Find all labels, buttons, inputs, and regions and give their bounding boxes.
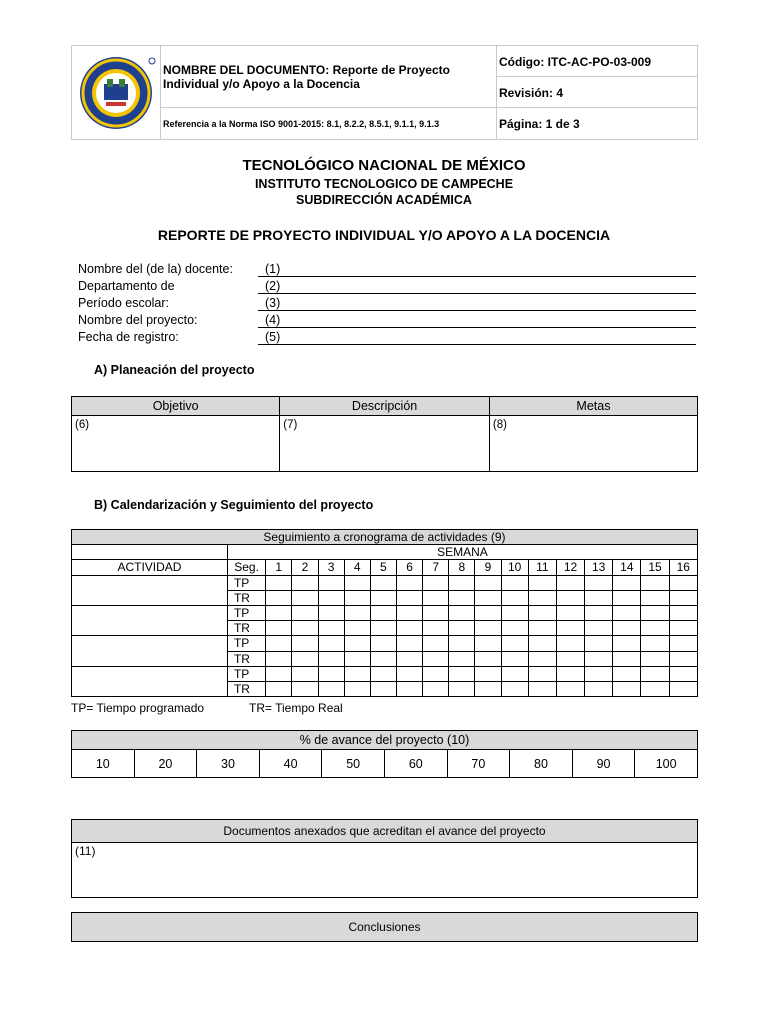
objective-cell[interactable]: (6) — [72, 416, 280, 472]
schedule-cell[interactable] — [528, 575, 556, 590]
schedule-cell[interactable] — [669, 621, 697, 636]
progress-option-80[interactable]: 80 — [510, 750, 573, 778]
field-label: Departamento de — [78, 279, 175, 293]
time-type-label: TR — [227, 651, 265, 666]
schedule-cell[interactable] — [449, 621, 475, 636]
schedule-cell[interactable] — [423, 666, 449, 681]
goals-header: Metas — [489, 397, 697, 416]
legend-tr: TR= Tiempo Real — [249, 701, 343, 715]
schedule-cell[interactable] — [669, 666, 697, 681]
schedule-cell[interactable] — [556, 621, 584, 636]
schedule-cell[interactable] — [292, 621, 318, 636]
legend-tp: TP= Tiempo programado — [71, 701, 205, 715]
week-number-15: 15 — [641, 560, 669, 575]
schedule-cell[interactable] — [344, 575, 370, 590]
schedule-cell[interactable] — [613, 605, 641, 620]
week-label: SEMANA — [227, 545, 697, 560]
schedule-cell[interactable] — [528, 651, 556, 666]
schedule-cell[interactable] — [292, 590, 318, 605]
schedule-cell[interactable] — [396, 651, 422, 666]
schedule-cell[interactable] — [501, 590, 528, 605]
schedule-cell[interactable] — [344, 605, 370, 620]
schedule-cell[interactable] — [613, 575, 641, 590]
schedule-cell[interactable] — [556, 605, 584, 620]
week-number-5: 5 — [370, 560, 396, 575]
week-number-4: 4 — [344, 560, 370, 575]
schedule-cell[interactable] — [501, 666, 528, 681]
schedule-cell[interactable] — [370, 636, 396, 651]
progress-option-100[interactable]: 100 — [635, 750, 698, 778]
schedule-cell[interactable] — [266, 651, 292, 666]
field-label: Nombre del proyecto: — [78, 313, 198, 327]
schedule-cell[interactable] — [449, 605, 475, 620]
schedule-cell[interactable] — [423, 651, 449, 666]
schedule-cell[interactable] — [585, 575, 613, 590]
activity-cell[interactable] — [72, 605, 228, 635]
field-underline — [258, 293, 696, 294]
planning-table — [71, 396, 698, 472]
document-code: Código: ITC-AC-PO-03-009 — [497, 46, 697, 77]
field-underline — [258, 276, 696, 277]
schedule-cell[interactable] — [292, 636, 318, 651]
schedule-cell[interactable] — [613, 621, 641, 636]
schedule-cell[interactable] — [556, 651, 584, 666]
schedule-cell[interactable] — [641, 590, 669, 605]
schedule-cell[interactable] — [423, 621, 449, 636]
document-header — [71, 45, 698, 140]
schedule-cell[interactable] — [585, 636, 613, 651]
schedule-cell[interactable] — [449, 651, 475, 666]
time-type-label: TP — [227, 605, 265, 620]
schedule-cell[interactable] — [344, 590, 370, 605]
schedule-cell[interactable] — [641, 605, 669, 620]
schedule-cell[interactable] — [344, 636, 370, 651]
schedule-cell[interactable] — [370, 666, 396, 681]
schedule-cell[interactable] — [641, 651, 669, 666]
schedule-cell[interactable] — [449, 636, 475, 651]
schedule-cell[interactable] — [423, 636, 449, 651]
activity-cell[interactable] — [72, 666, 228, 696]
annexes-title: Documentos anexados que acreditan el avance del proyecto — [72, 820, 697, 843]
activity-cell[interactable] — [72, 575, 228, 605]
conclusions-box — [71, 912, 698, 942]
department-title: SUBDIRECCIÓN ACADÉMICA — [296, 193, 472, 207]
field-label: Fecha de registro: — [78, 330, 179, 344]
schedule-cell[interactable] — [318, 605, 344, 620]
institute-logo — [72, 46, 161, 139]
document-name-label: NOMBRE DEL DOCUMENTO: — [163, 63, 330, 77]
schedule-cell[interactable] — [556, 590, 584, 605]
schedule-cell[interactable] — [501, 636, 528, 651]
schedule-cell[interactable] — [501, 681, 528, 696]
conclusions-title: Conclusiones — [72, 913, 697, 941]
schedule-cell[interactable] — [475, 636, 501, 651]
schedule-cell[interactable] — [585, 621, 613, 636]
schedule-cell[interactable] — [641, 575, 669, 590]
document-name-cell — [161, 46, 497, 108]
time-type-label: TP — [227, 575, 265, 590]
field-underline — [258, 310, 696, 311]
schedule-cell[interactable] — [613, 651, 641, 666]
activity-cell[interactable] — [72, 636, 228, 666]
week-number-6: 6 — [396, 560, 422, 575]
schedule-cell[interactable] — [423, 575, 449, 590]
progress-option-60[interactable]: 60 — [384, 750, 447, 778]
schedule-cell[interactable] — [292, 575, 318, 590]
schedule-cell[interactable] — [292, 681, 318, 696]
logo-cell — [72, 46, 161, 139]
schedule-cell[interactable] — [266, 575, 292, 590]
schedule-cell[interactable] — [556, 681, 584, 696]
schedule-cell[interactable] — [266, 636, 292, 651]
schedule-cell[interactable] — [292, 651, 318, 666]
section-b-title: B) Calendarización y Seguimiento del proyecto — [94, 498, 374, 512]
schedule-cell[interactable] — [528, 621, 556, 636]
progress-option-70[interactable]: 70 — [447, 750, 510, 778]
schedule-cell[interactable] — [475, 605, 501, 620]
schedule-cell[interactable] — [370, 681, 396, 696]
schedule-cell[interactable] — [318, 651, 344, 666]
week-number-9: 9 — [475, 560, 501, 575]
schedule-cell[interactable] — [344, 681, 370, 696]
week-number-3: 3 — [318, 560, 344, 575]
schedule-cell[interactable] — [475, 590, 501, 605]
time-type-label: TP — [227, 636, 265, 651]
schedule-cell[interactable] — [528, 605, 556, 620]
schedule-cell[interactable] — [449, 666, 475, 681]
schedule-cell[interactable] — [370, 575, 396, 590]
schedule-cell[interactable] — [266, 605, 292, 620]
week-number-14: 14 — [613, 560, 641, 575]
schedule-cell[interactable] — [370, 651, 396, 666]
schedule-cell[interactable] — [641, 621, 669, 636]
schedule-cell[interactable] — [613, 636, 641, 651]
blank-cell — [72, 545, 228, 560]
document-revision: Revisión: 4 — [497, 77, 697, 108]
field-value[interactable]: (3) — [265, 296, 281, 310]
field-value[interactable]: (2) — [265, 279, 281, 293]
field-value[interactable]: (4) — [265, 313, 281, 327]
schedule-cell[interactable] — [318, 636, 344, 651]
week-number-16: 16 — [669, 560, 697, 575]
time-type-label: TR — [227, 621, 265, 636]
progress-title: % de avance del proyecto (10) — [72, 731, 698, 750]
schedule-cell[interactable] — [669, 605, 697, 620]
schedule-cell[interactable] — [613, 590, 641, 605]
field-label: Período escolar: — [78, 296, 170, 310]
schedule-cell[interactable] — [318, 590, 344, 605]
progress-option-40[interactable]: 40 — [259, 750, 322, 778]
field-underline — [258, 327, 696, 328]
week-number-11: 11 — [528, 560, 556, 575]
schedule-cell[interactable] — [613, 681, 641, 696]
schedule-cell[interactable] — [475, 575, 501, 590]
progress-table — [71, 730, 698, 778]
week-number-7: 7 — [423, 560, 449, 575]
annexes-box — [71, 819, 698, 898]
schedule-cell[interactable] — [475, 621, 501, 636]
schedule-cell[interactable] — [585, 590, 613, 605]
schedule-cell[interactable] — [423, 681, 449, 696]
schedule-cell[interactable] — [423, 605, 449, 620]
schedule-cell[interactable] — [501, 651, 528, 666]
schedule-cell[interactable] — [318, 575, 344, 590]
schedule-table — [71, 529, 698, 697]
schedule-cell[interactable] — [344, 621, 370, 636]
schedule-title: Seguimiento a cronograma de actividades (9) — [72, 530, 698, 545]
schedule-cell[interactable] — [475, 651, 501, 666]
schedule-cell[interactable] — [669, 651, 697, 666]
document-name-value: Reporte de Proyecto Individual y/o Apoyo a la Docencia — [163, 63, 450, 91]
schedule-cell[interactable] — [556, 636, 584, 651]
schedule-cell[interactable] — [318, 621, 344, 636]
schedule-cell[interactable] — [556, 575, 584, 590]
description-header: Descripción — [280, 397, 490, 416]
field-value[interactable]: (1) — [265, 262, 281, 276]
schedule-cell[interactable] — [669, 636, 697, 651]
schedule-cell[interactable] — [266, 666, 292, 681]
description-cell[interactable]: (7) — [280, 416, 490, 472]
schedule-cell[interactable] — [396, 590, 422, 605]
schedule-cell[interactable] — [292, 605, 318, 620]
schedule-cell[interactable] — [344, 651, 370, 666]
schedule-cell[interactable] — [669, 681, 697, 696]
seg-header: Seg. — [227, 560, 265, 575]
schedule-cell[interactable] — [585, 666, 613, 681]
section-a-title: A) Planeación del proyecto — [94, 363, 255, 377]
progress-option-10[interactable]: 10 — [72, 750, 135, 778]
week-number-2: 2 — [292, 560, 318, 575]
schedule-cell[interactable] — [370, 590, 396, 605]
schedule-cell[interactable] — [266, 590, 292, 605]
schedule-cell[interactable] — [396, 666, 422, 681]
schedule-cell[interactable] — [528, 590, 556, 605]
schedule-cell[interactable] — [292, 666, 318, 681]
time-type-label: TR — [227, 681, 265, 696]
schedule-cell[interactable] — [449, 590, 475, 605]
week-number-13: 13 — [585, 560, 613, 575]
schedule-cell[interactable] — [528, 666, 556, 681]
progress-option-30[interactable]: 30 — [197, 750, 260, 778]
schedule-cell[interactable] — [344, 666, 370, 681]
schedule-cell[interactable] — [266, 681, 292, 696]
schedule-cell[interactable] — [370, 605, 396, 620]
week-number-8: 8 — [449, 560, 475, 575]
schedule-cell[interactable] — [475, 681, 501, 696]
time-type-label: TP — [227, 666, 265, 681]
schedule-cell[interactable] — [556, 666, 584, 681]
schedule-cell[interactable] — [669, 590, 697, 605]
annexes-value[interactable]: (11) — [75, 844, 96, 858]
field-label: Nombre del (de la) docente: — [78, 262, 233, 276]
schedule-cell[interactable] — [528, 681, 556, 696]
schedule-cell[interactable] — [396, 621, 422, 636]
schedule-cell[interactable] — [370, 621, 396, 636]
schedule-cell[interactable] — [641, 636, 669, 651]
schedule-cell[interactable] — [396, 636, 422, 651]
schedule-cell[interactable] — [501, 575, 528, 590]
schedule-cell[interactable] — [318, 681, 344, 696]
schedule-cell[interactable] — [318, 666, 344, 681]
schedule-cell[interactable] — [585, 651, 613, 666]
progress-option-20[interactable]: 20 — [134, 750, 197, 778]
activity-header: ACTIVIDAD — [72, 560, 228, 575]
schedule-cell[interactable] — [423, 590, 449, 605]
schedule-cell[interactable] — [396, 605, 422, 620]
objective-header: Objetivo — [72, 397, 280, 416]
institute-title: INSTITUTO TECNOLOGICO DE CAMPECHE — [254, 177, 514, 191]
field-underline — [258, 344, 696, 345]
schedule-cell[interactable] — [669, 575, 697, 590]
week-number-10: 10 — [501, 560, 528, 575]
schedule-cell[interactable] — [501, 621, 528, 636]
schedule-cell[interactable] — [449, 575, 475, 590]
schedule-cell[interactable] — [501, 605, 528, 620]
schedule-cell[interactable] — [396, 681, 422, 696]
schedule-cell[interactable] — [613, 666, 641, 681]
document-page: Página: 1 de 3 — [499, 117, 580, 131]
schedule-cell[interactable] — [528, 636, 556, 651]
norm-reference: Referencia a la Norma ISO 9001-2015: 8.1, 8.2.2, 8.5.1, 9.1.1, 9.1.3 — [161, 108, 497, 139]
week-number-12: 12 — [556, 560, 584, 575]
time-type-label: TR — [227, 590, 265, 605]
schedule-cell[interactable] — [585, 605, 613, 620]
week-number-1: 1 — [266, 560, 292, 575]
schedule-cell[interactable] — [266, 621, 292, 636]
schedule-cell[interactable] — [641, 666, 669, 681]
goals-cell[interactable]: (8) — [489, 416, 697, 472]
progress-option-90[interactable]: 90 — [572, 750, 635, 778]
schedule-cell[interactable] — [396, 575, 422, 590]
field-value[interactable]: (5) — [265, 330, 281, 344]
schedule-cell[interactable] — [585, 681, 613, 696]
schedule-cell[interactable] — [641, 681, 669, 696]
schedule-cell[interactable] — [475, 666, 501, 681]
report-title: REPORTE DE PROYECTO INDIVIDUAL Y/O APOYO A LA DOCENCIA — [157, 227, 611, 243]
schedule-cell[interactable] — [449, 681, 475, 696]
progress-option-50[interactable]: 50 — [322, 750, 385, 778]
institution-title: TECNOLÓGICO NACIONAL DE MÉXICO — [242, 157, 526, 174]
